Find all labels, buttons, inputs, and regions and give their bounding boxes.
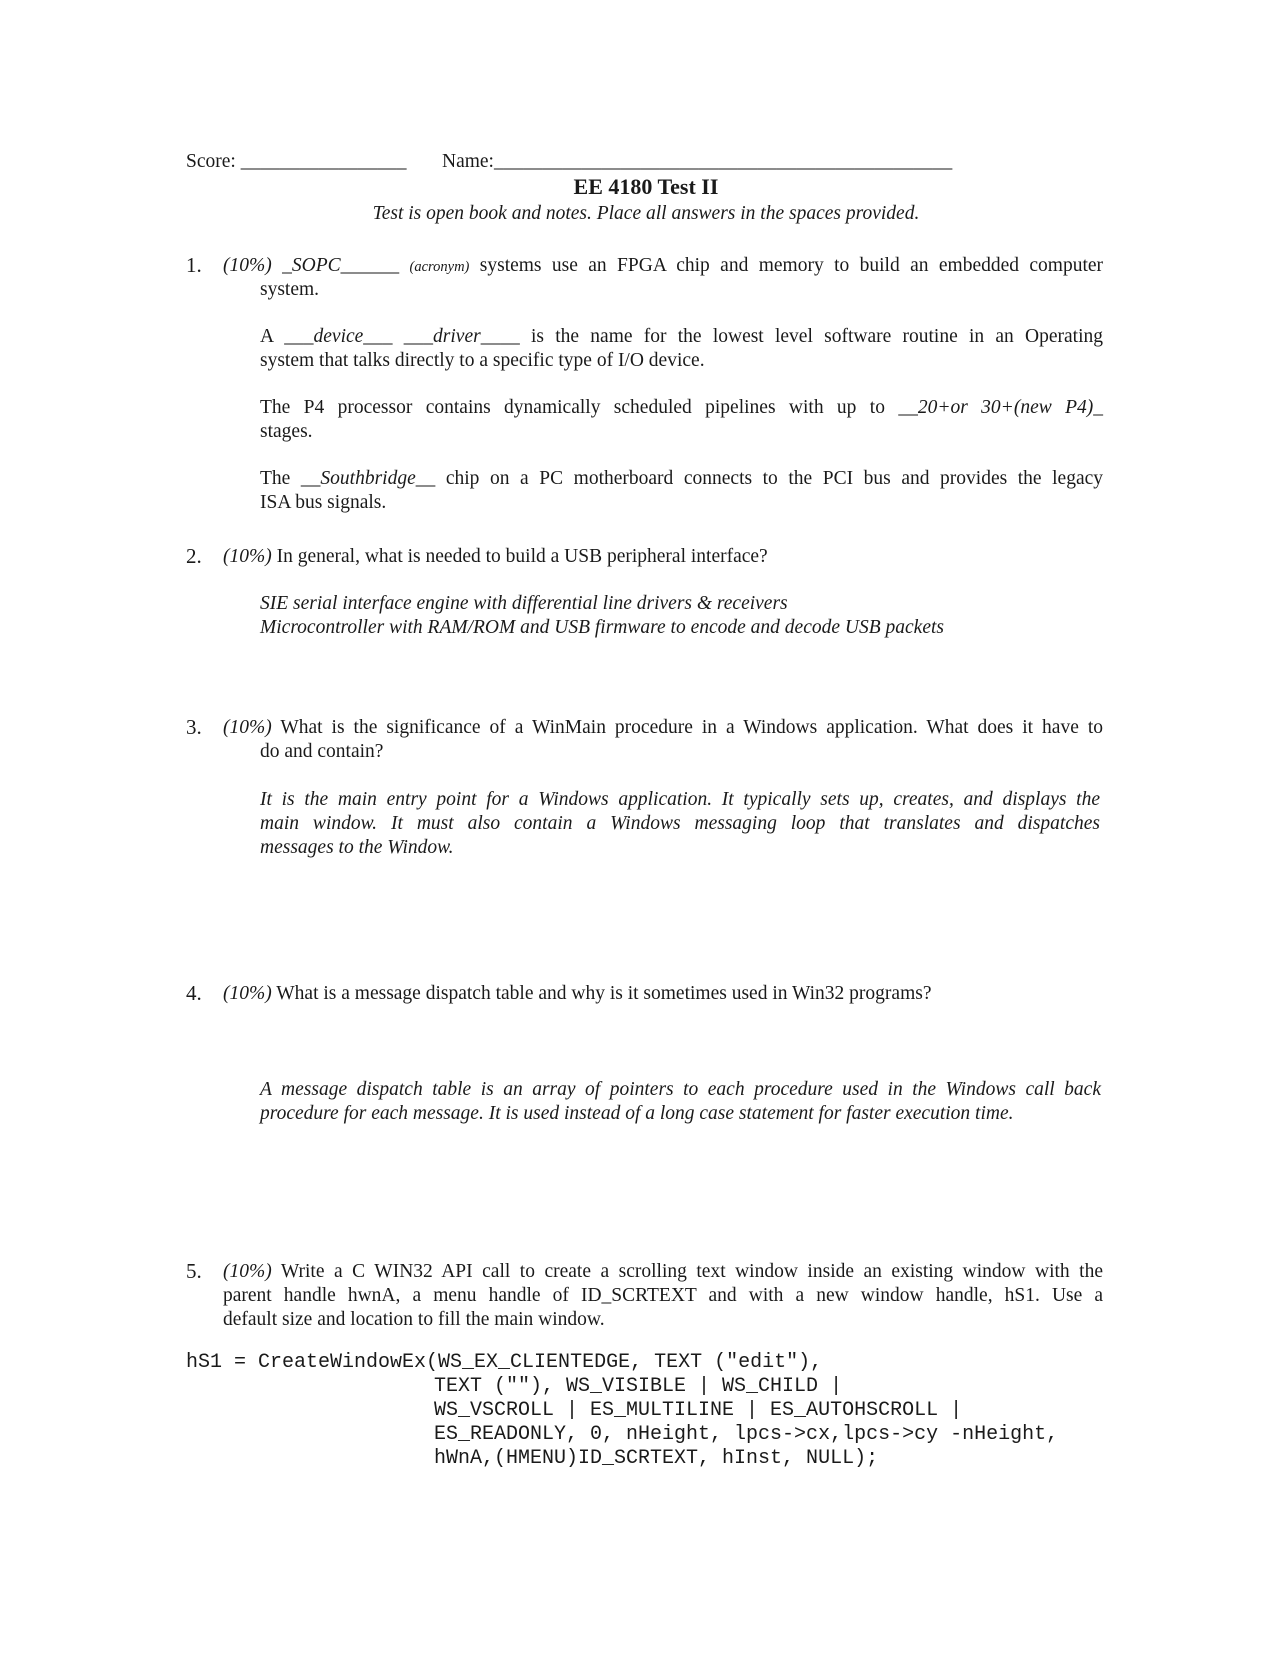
- q1-part4-cont: ISA bus signals.: [260, 492, 387, 513]
- q3-percent: (10%): [223, 717, 272, 738]
- code-line: ES_READONLY, 0, nHeight, lpcs->cx,lpcs->cy -nHeight,: [434, 1423, 1059, 1446]
- score-label: Score: _________________: [186, 151, 407, 172]
- q2-question-text: In general, what is needed to build a USB peripheral interface?: [276, 546, 768, 567]
- q4-percent: (10%): [223, 983, 272, 1004]
- q3-answer-line2: main window. It must also contain a Windows messaging loop that translates and dispatches: [260, 813, 1100, 834]
- code-line: hWnA,(HMENU)ID_SCRTEXT, hInst, NULL);: [434, 1447, 879, 1470]
- q2-question: [223, 545, 768, 569]
- q1-part3-line1: [260, 396, 1103, 420]
- q1-text: systems use an FPGA chip and memory to build an embedded computer: [479, 255, 1104, 276]
- instructions: Test is open book and notes. Place all answers in the spaces provided.: [372, 203, 920, 224]
- page-title: EE 4180 Test II: [573, 174, 719, 199]
- q1-part4-the: The: [260, 468, 291, 489]
- q1-part4-blank: __Southbridge__: [300, 468, 436, 489]
- q1-part2-text: is the name for the lowest level software routine in an Operating: [530, 326, 1104, 347]
- q3-question-text: What is the significance of a WinMain procedure in a Windows application. What does it have to: [280, 717, 1103, 738]
- q4-answer-line2: procedure for each message. It is used instead of a long case statement for faster execution time.: [260, 1103, 1014, 1124]
- q5-question-line2: parent handle hwnA, a menu handle of ID_SCRTEXT and with a new window handle, hS1. Use a: [223, 1285, 1103, 1306]
- question-number: 2.: [186, 544, 202, 568]
- question-number: 1.: [186, 253, 202, 277]
- q3-question-line1: [223, 716, 1103, 740]
- name-label: Name:_______________________________________________: [442, 151, 953, 172]
- q4-question: [223, 982, 932, 1006]
- q3-question-line2: do and contain?: [260, 741, 384, 762]
- q4-question-text: What is a message dispatch table and why is it sometimes used in Win32 programs?: [276, 983, 932, 1004]
- q4-answer-line1: A message dispatch table is an array of pointers to each procedure used in the Windows call back: [260, 1079, 1101, 1100]
- q2-answer-line2: Microcontroller with RAM/ROM and USB firmware to encode and decode USB packets: [260, 617, 944, 638]
- q5-question-line1: [223, 1260, 1103, 1284]
- q5-question-text: Write a C WIN32 API call to create a scrolling text window inside an existing window with the: [280, 1261, 1103, 1282]
- question-number: 4.: [186, 981, 202, 1005]
- q3-answer-line1: It is the main entry point for a Windows application. It typically sets up, creates, and displays the: [260, 789, 1100, 810]
- q5-percent: (10%): [223, 1261, 272, 1282]
- q1-part2-blank: ___device___ ___driver____: [284, 326, 520, 347]
- q2-answer-line1: SIE serial interface engine with differential line drivers & receivers: [260, 593, 788, 614]
- q1-part3-text: The P4 processor contains dynamically scheduled pipelines with up to: [260, 397, 885, 418]
- q1-part4-text: chip on a PC motherboard connects to the PCI bus and provides the legacy: [445, 468, 1104, 489]
- q1-line1: [223, 254, 1103, 279]
- code-line: WS_VSCROLL | ES_MULTILINE | ES_AUTOHSCROLL |: [434, 1399, 963, 1422]
- name-field: [442, 150, 952, 174]
- code-line: TEXT (""), WS_VISIBLE | WS_CHILD |: [434, 1375, 843, 1398]
- question-number: 5.: [186, 1259, 202, 1283]
- q1-part3-blank: __20+or 30+(new P4)_: [898, 397, 1103, 418]
- q1-part2-line1: [260, 325, 1103, 349]
- q3-answer-line3: messages to the Window.: [260, 837, 454, 858]
- q1-line1-cont: system.: [260, 279, 320, 300]
- q1-part4-line1: [260, 467, 1103, 491]
- question-number: 3.: [186, 715, 202, 739]
- q1-part2-cont: system that talks directly to a specific type of I/O device.: [260, 350, 705, 371]
- code-line: hS1 = CreateWindowEx(WS_EX_CLIENTEDGE, TEXT ("edit"),: [186, 1351, 823, 1374]
- q5-question-line3: default size and location to fill the main window.: [223, 1309, 605, 1330]
- q1-percent: (10%): [223, 255, 272, 276]
- score-field: [186, 150, 406, 174]
- q1-answer-blank: _SOPC______: [282, 255, 400, 276]
- q2-percent: (10%): [223, 546, 272, 567]
- q1-part3-cont: stages.: [260, 421, 313, 442]
- q1-acronym-note: (acronym): [409, 259, 470, 275]
- q1-part2-a: A: [260, 326, 274, 347]
